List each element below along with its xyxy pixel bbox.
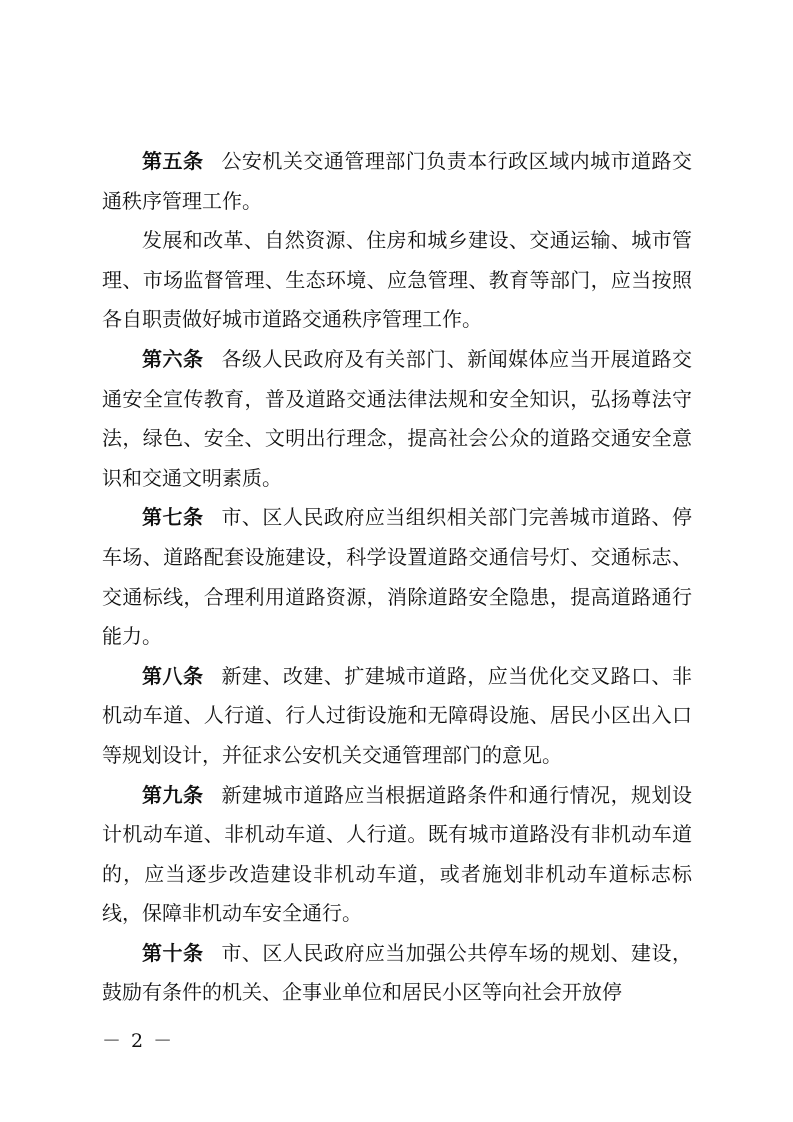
paragraph-text: 公安机关交通管理部门负责本行政区域内城市道路交通秩序管理工作。: [102, 149, 693, 213]
article-number: 第六条: [142, 346, 204, 371]
paragraph-article-5: [102, 142, 692, 221]
article-number: 第五条: [142, 149, 204, 173]
document-body: [102, 142, 692, 1013]
paragraph-article-6: [102, 340, 692, 498]
paragraph-text: 各级人民政府及有关部门、新闻媒体应当开展道路交通安全宣传教育，普及道路交通法律法规和安全知识，弘扬尊法守法，绿色、安全、文明出行理念，提高社会公众的道路交通安全意识和交通文明素质。: [102, 346, 693, 490]
paragraph-text: 发展和改革、自然资源、住房和城乡建设、交通运输、城市管理、市场监督管理、生态环境、应急管理、教育等部门，应当按照各自职责做好城市道路交通秩序管理工作。: [102, 228, 692, 332]
paragraph-article-5-cont: [102, 221, 692, 340]
paragraph-text: 新建、改建、扩建城市道路，应当优化交叉路口、非机动车道、人行道、行人过街设施和无障碍设施、居民小区出入口等规划设计，并征求公安机关交通管理部门的意见。: [102, 663, 693, 767]
article-number: 第九条: [142, 782, 204, 807]
paragraph-text: 新建城市道路应当根据道路条件和通行情况，规划设计机动车道、非机动车道、人行道。既有城市道路没有非机动车道的，应当逐步改造建设非机动车道，或者施划非机动车道标志标线，保障非机动车安全通行。: [102, 782, 693, 926]
article-number: 第八条: [142, 663, 204, 688]
article-number: 第十条: [142, 940, 204, 965]
page-number: － 2 －: [102, 1030, 175, 1052]
paragraph-text: 市、区人民政府应当组织相关部门完善城市道路、停车场、道路配套设施建设，科学设置道路交通信号灯、交通标志、交通标线，合理利用道路资源，消除道路安全隐患，提高道路通行能力。: [102, 505, 693, 649]
paragraph-article-8: [102, 657, 692, 776]
paragraph-article-7: [102, 498, 692, 656]
paragraph-article-10: [102, 934, 692, 1013]
article-number: 第七条: [142, 505, 204, 530]
paragraph-article-9: [102, 776, 692, 934]
paragraph-text: 市、区人民政府应当加强公共停车场的规划、建设，鼓励有条件的机关、企事业单位和居民小区等向社会开放停: [102, 940, 693, 1005]
